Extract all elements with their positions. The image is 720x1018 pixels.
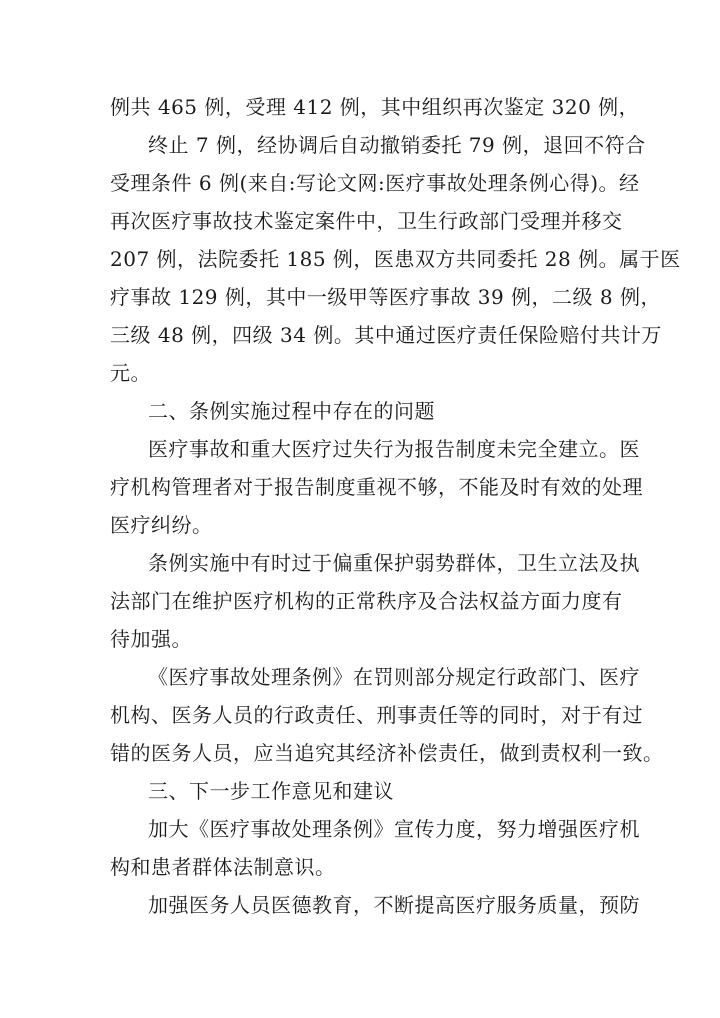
text-line: 疗机构管理者对于报告制度重视不够，不能及时有效的处理 (110, 475, 643, 499)
text-line: 条例实施中有时过于偏重保护弱势群体，卫生立法及执 (148, 551, 640, 575)
text-line: 受理条件 6 例(来自:写论文网:医疗事故处理条例心得)。经 (110, 171, 640, 195)
text-line: 待加强。 (110, 627, 192, 651)
text-line: 三级 48 例，四级 34 例。其中通过医疗责任保险赔付共计万 (110, 323, 662, 347)
text-line: 机构、医务人员的行政责任、刑事责任等的同时，对于有过 (110, 703, 643, 727)
text-line: 疗事故 129 例，其中一级甲等医疗事故 39 例，二级 8 例， (110, 285, 661, 309)
text-line: 再次医疗事故技术鉴定案件中，卫生行政部门受理并移交 (110, 209, 623, 233)
text-line: 医疗纠纷。 (110, 513, 213, 537)
text-line: 《医疗事故处理条例》在罚则部分规定行政部门、医疗 (148, 665, 640, 689)
text-line: 元。 (110, 361, 151, 385)
text-line: 医疗事故和重大医疗过失行为报告制度未完全建立。医 (148, 437, 640, 461)
text-line: 构和患者群体法制意识。 (110, 855, 336, 879)
text-line: 例共 465 例，受理 412 例，其中组织再次鉴定 320 例， (110, 95, 640, 119)
text-line: 法部门在维护医疗机构的正常秩序及合法权益方面力度有 (110, 589, 623, 613)
text-line: 终止 7 例，经协调后自动撤销委托 79 例，退回不符合 (148, 133, 646, 157)
section-heading: 三、下一步工作意见和建议 (148, 779, 394, 803)
text-line: 207 例，法院委托 185 例，医患双方共同委托 28 例。属于医 (110, 247, 681, 271)
text-line: 错的医务人员，应当追究其经济补偿责任，做到责权利一致。 (110, 741, 664, 765)
text-line: 加大《医疗事故处理条例》宣传力度，努力增强医疗机 (148, 817, 640, 841)
section-heading: 二、条例实施过程中存在的问题 (148, 399, 435, 423)
text-line: 加强医务人员医德教育，不断提高医疗服务质量，预防 (148, 893, 640, 917)
